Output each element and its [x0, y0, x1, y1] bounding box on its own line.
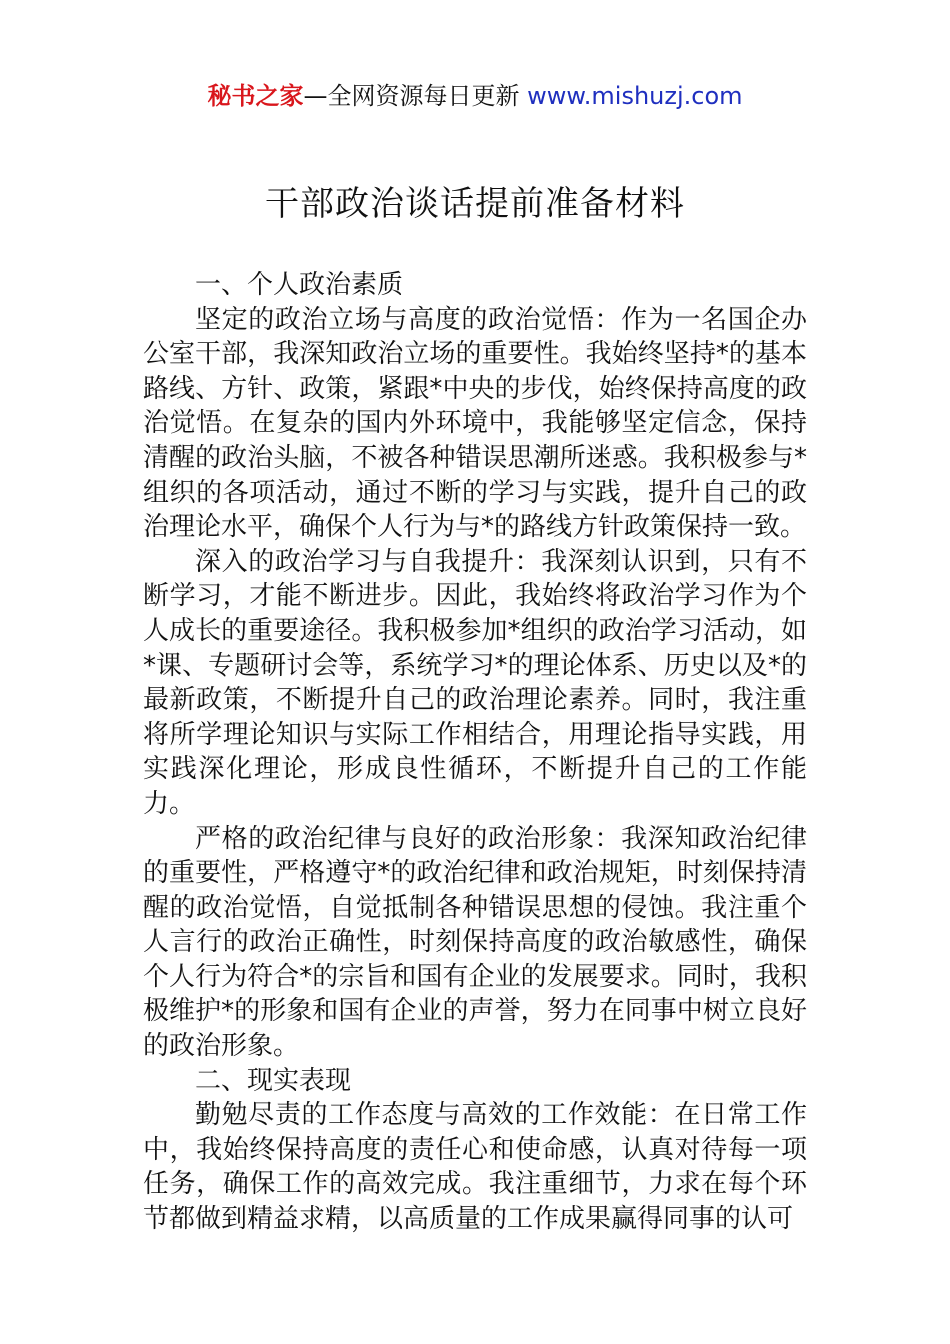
- document-title: 干部政治谈话提前准备材料: [265, 184, 685, 224]
- section-heading-1: 一、个人政治素质: [195, 270, 404, 300]
- site-header: [0, 80, 950, 112]
- site-url: www.mishuzj.com: [527, 82, 743, 110]
- section-heading-2: 二、现实表现: [195, 1065, 352, 1096]
- body-paragraph: 严格的政治纪律与良好的政治形象：我深知政治纪律的重要性，严格遵守*的政治纪律和政治规矩，时刻保持清醒的政治觉悟，自觉抵制各种错误思想的侵蚀。我注重个人言行的政治正确性，时刻保持高度的政治敏感性，确保个人行为符合*的宗旨和国有企业的发展要求。同时，我积极维护*的形象和国有企业的声誉，努力在同事中树立良好的政治形象。: [143, 823, 807, 1062]
- body-paragraph: 深入的政治学习与自我提升：我深刻认识到，只有不断学习，才能不断进步。因此，我始终将政治学习作为个人成长的重要途径。我积极参加*组织的政治学习活动，如*课、专题研讨会等，系统学习*的理论体系、历史以及*的最新政策，不断提升自己的政治理论素养。同时，我注重将所学理论知识与实际工作相结合，用理论指导实践，用实践深化理论，形成良性循环，不断提升自己的工作能力。: [143, 546, 807, 819]
- body-paragraph: 坚定的政治立场与高度的政治觉悟：作为一名国企办公室干部，我深知政治立场的重要性。我始终坚持*的基本路线、方针、政策，紧跟*中央的步伐，始终保持高度的政治觉悟。在复杂的国内外环境中，我能够坚定信念，保持清醒的政治头脑，不被各种错误思潮所迷惑。我积极参与*组织的各项活动，通过不断的学习与实践，提升自己的政治理论水平，确保个人行为与*的路线方针政策保持一致。: [143, 304, 807, 543]
- site-brand: 秘书之家: [207, 82, 304, 110]
- document-body: [143, 268, 807, 1237]
- site-tagline: —全网资源每日更新: [303, 82, 528, 110]
- body-paragraph: 勤勉尽责的工作态度与高效的工作效能：在日常工作中，我始终保持高度的责任心和使命感，认真对待每一项任务，确保工作的高效完成。我注重细节，力求在每个环节都做到精益求精，以高质量的工作成果赢得同事的认可: [143, 1100, 807, 1235]
